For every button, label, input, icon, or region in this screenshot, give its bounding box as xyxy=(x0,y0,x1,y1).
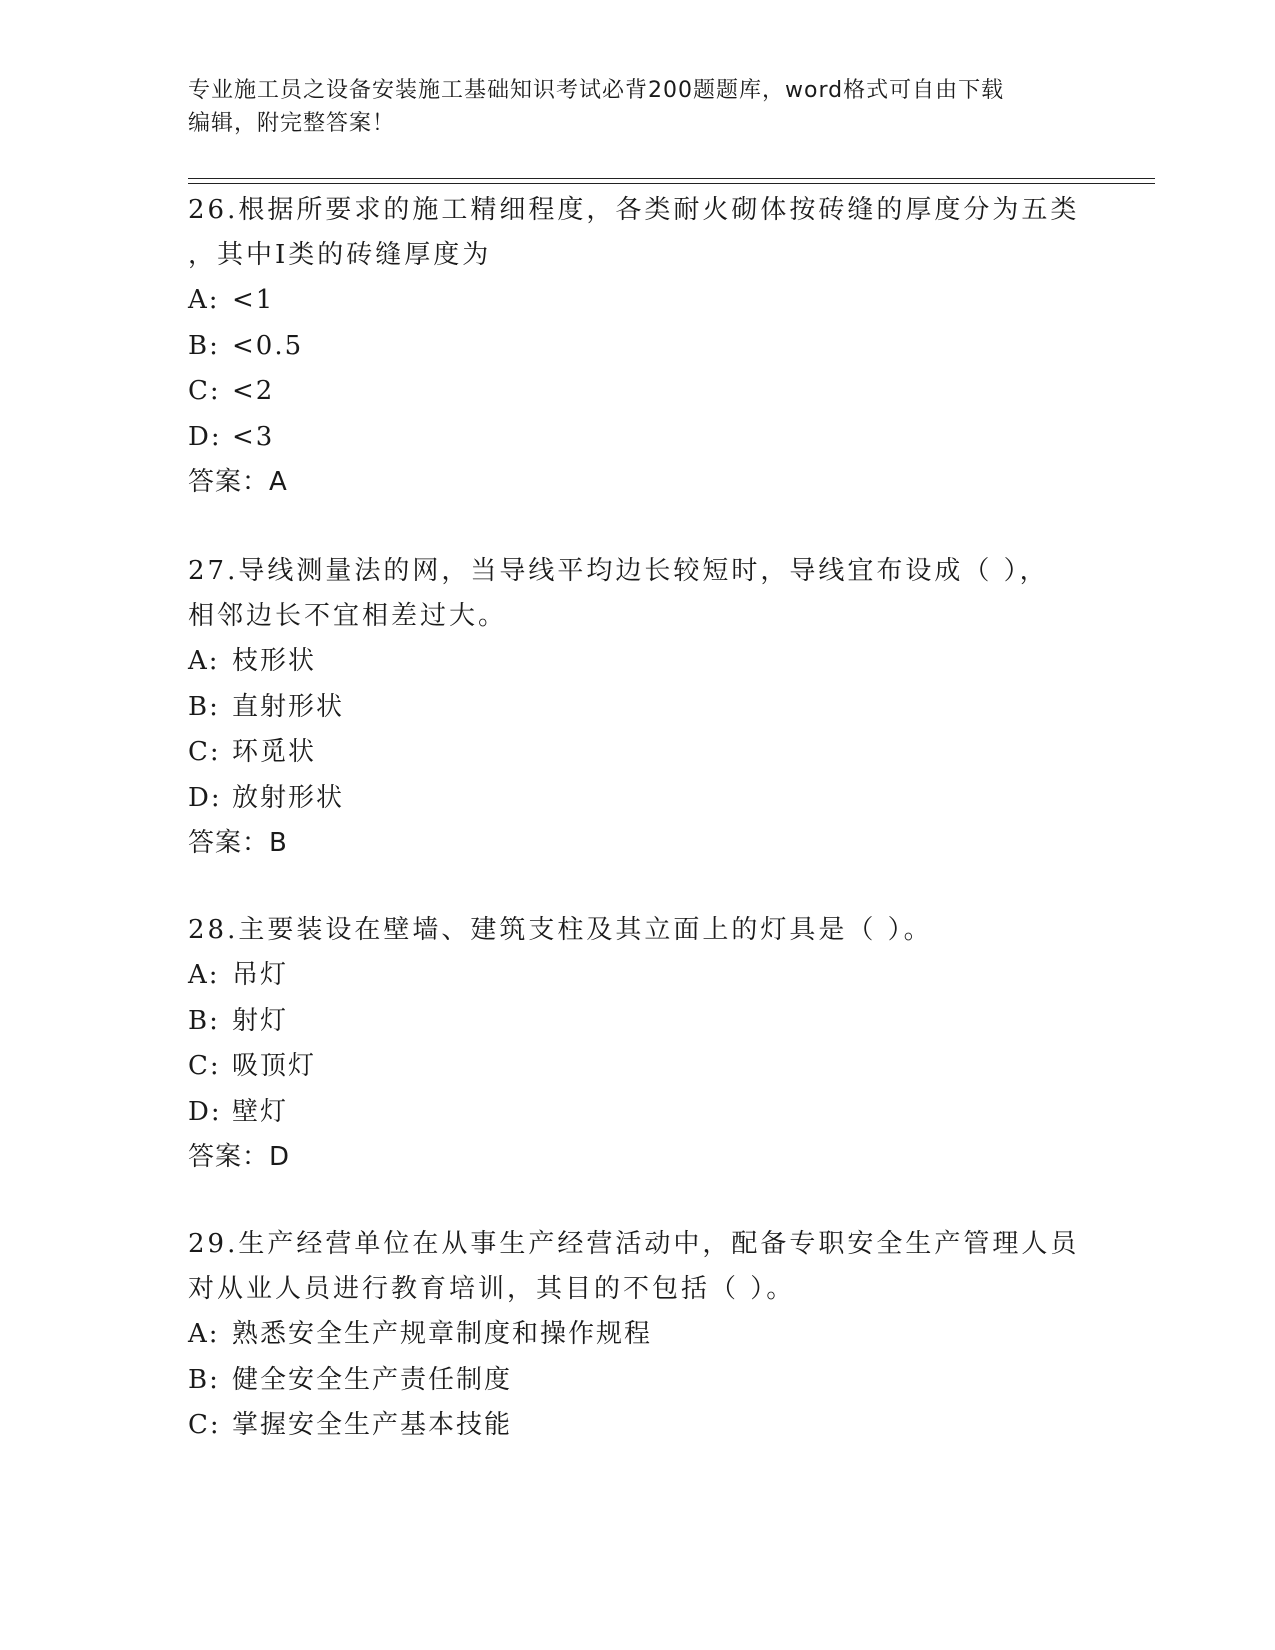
option-label: D: xyxy=(188,1096,222,1127)
option-text: 吊灯 xyxy=(232,960,289,990)
option-text: 熟悉安全生产规章制度和操作规程 xyxy=(232,1319,653,1349)
answer-line: 答案：D xyxy=(188,1142,291,1172)
option-text: <2 xyxy=(232,376,275,406)
option-label: A: xyxy=(188,1319,220,1349)
option-b xyxy=(188,324,1088,370)
question-27 xyxy=(188,549,1088,866)
option-text: <0.5 xyxy=(232,330,304,361)
question-text-line: 26.根据所要求的施工精细程度，各类耐火砌体按砖缝的厚度分为五类 xyxy=(188,195,1080,225)
option-text: 环觅状 xyxy=(232,737,317,767)
option-b xyxy=(188,999,1088,1045)
option-a xyxy=(188,639,1088,685)
option-text: 吸顶灯 xyxy=(232,1051,317,1081)
question-text-line: ，其中Ⅰ类的砖缝厚度为 xyxy=(188,240,492,270)
option-b xyxy=(188,685,1088,731)
option-c xyxy=(188,730,1088,776)
option-label: A: xyxy=(188,285,220,315)
option-label: D: xyxy=(188,421,222,452)
header-divider-bottom xyxy=(188,183,1155,184)
option-text: <1 xyxy=(232,285,275,315)
question-26 xyxy=(188,188,1088,505)
answer-line: 答案：A xyxy=(188,467,288,497)
option-a xyxy=(188,1312,1088,1358)
question-text-line: 相邻边长不宜相差过大。 xyxy=(188,601,508,631)
question-text-line: 29.生产经营单位在从事生产经营活动中，配备专职安全生产管理人员 xyxy=(188,1229,1080,1259)
option-label: C: xyxy=(188,376,221,406)
option-label: C: xyxy=(188,1051,221,1081)
question-text-line: 对从业人员进行教育培训，其目的不包括（ ）。 xyxy=(188,1274,796,1304)
option-d xyxy=(188,776,1088,822)
header-title-line-2: 编辑，附完整答案！ xyxy=(188,111,396,136)
option-label: B: xyxy=(188,691,220,722)
option-label: C: xyxy=(188,1410,221,1440)
option-label: B: xyxy=(188,1005,220,1036)
option-d xyxy=(188,1090,1088,1136)
option-text: 壁灯 xyxy=(232,1096,289,1127)
option-c xyxy=(188,369,1088,415)
option-a xyxy=(188,953,1088,999)
option-label: B: xyxy=(188,1364,220,1395)
option-d xyxy=(188,415,1088,461)
option-text: 枝形状 xyxy=(232,646,317,676)
option-label: B: xyxy=(188,330,220,361)
option-label: D: xyxy=(188,782,222,813)
document-header xyxy=(188,74,1068,140)
option-label: A: xyxy=(188,960,220,990)
header-title-line-1: 专业施工员之设备安装施工基础知识考试必背200题题库，word格式可自由下载 xyxy=(188,78,1005,103)
option-text: 掌握安全生产基本技能 xyxy=(232,1410,513,1440)
option-b xyxy=(188,1358,1088,1404)
option-a xyxy=(188,278,1088,324)
question-28 xyxy=(188,908,1088,1180)
option-text: 直射形状 xyxy=(232,691,345,722)
question-text-line: 27.导线测量法的网，当导线平均边长较短时，导线宜布设成（ ）， xyxy=(188,556,1049,586)
option-text: 射灯 xyxy=(232,1005,289,1036)
option-c xyxy=(188,1044,1088,1090)
option-text: <3 xyxy=(232,421,275,452)
question-29 xyxy=(188,1222,1088,1449)
option-text: 健全安全生产责任制度 xyxy=(232,1364,513,1395)
header-divider-top xyxy=(188,178,1155,179)
answer-line: 答案：B xyxy=(188,828,288,858)
option-c xyxy=(188,1403,1088,1449)
option-text: 放射形状 xyxy=(232,782,345,813)
option-label: A: xyxy=(188,646,220,676)
question-text-line: 28.主要装设在壁墙、建筑支柱及其立面上的灯具是（ ）。 xyxy=(188,915,933,945)
option-label: C: xyxy=(188,737,221,767)
